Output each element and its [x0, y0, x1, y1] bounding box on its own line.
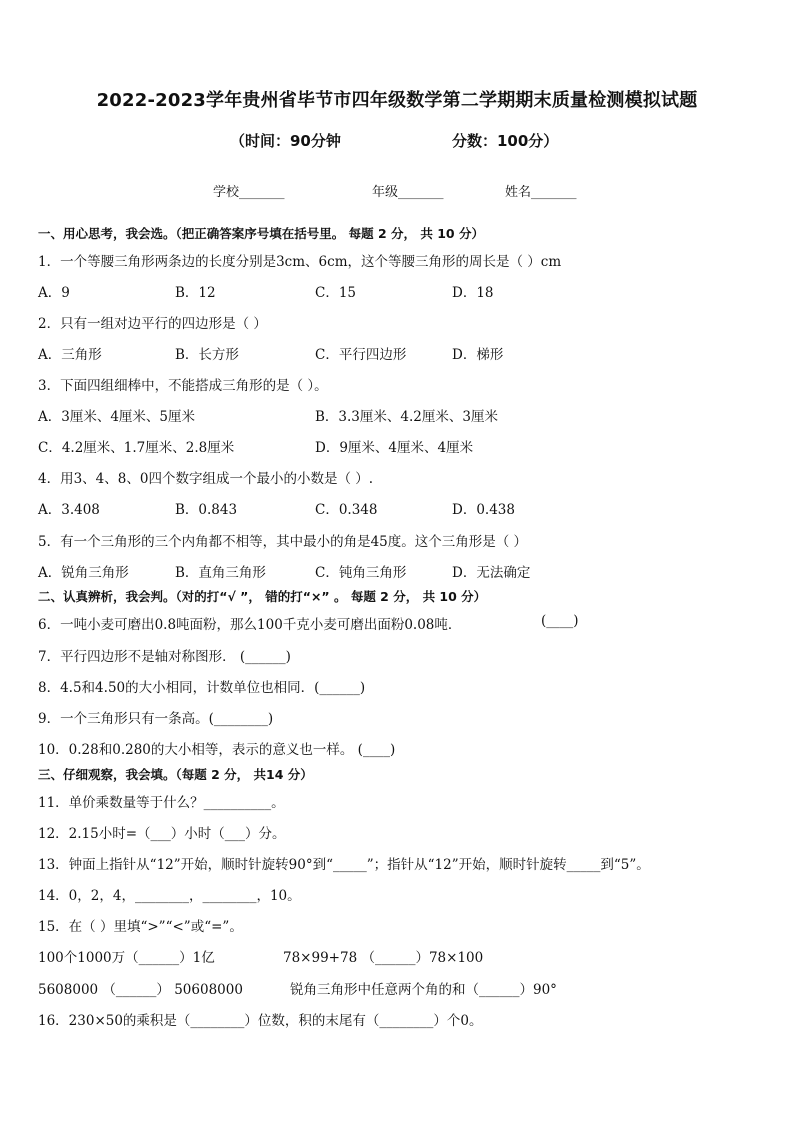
q4-option-b: B．0.843	[175, 502, 238, 518]
q1-option-a: A．9	[38, 285, 70, 301]
q5-option-d: D．无法确定	[452, 565, 531, 581]
question-13: 13．钟面上指针从“12”开始，顺时针旋转90°到“_____”；指针从“12”开始，顺时针旋转_____到“5”。	[38, 857, 650, 873]
question-7: 7．平行四边形不是轴对称图形． (______)	[38, 649, 291, 665]
question-5: 5．有一个三角形的三个内角都不相等，其中最小的角是45度。这个三角形是（ ）	[38, 534, 528, 550]
question-3: 3．下面四组细棒中，不能搭成三角形的是（ ）。	[38, 378, 328, 394]
q1-option-b: B．12	[175, 285, 216, 301]
section-3-heading: 三、仔细观察，我会填。（每题 2 分， 共14 分）	[38, 767, 313, 782]
q2-option-c: C．平行四边形	[315, 347, 407, 363]
q15-row1-left: 100个1000万（______）1亿	[38, 950, 215, 966]
q2-option-b: B．长方形	[175, 347, 239, 363]
question-4: 4．用3、4、8、0四个数字组成一个最小的小数是（ ）.	[38, 471, 374, 487]
question-11: 11．单价乘数量等于什么？__________。	[38, 795, 285, 811]
q3-option-d: D．9厘米、4厘米、4厘米	[315, 440, 474, 456]
name-field: 姓名_______	[505, 185, 577, 200]
q5-option-b: B．直角三角形	[175, 565, 266, 581]
q4-option-c: C．0.348	[315, 502, 378, 518]
q3-option-c: C．4.2厘米、1.7厘米、2.8厘米	[38, 440, 235, 456]
question-1: 1．一个等腰三角形两条边的长度分别是3cm、6cm，这个等腰三角形的周长是（ ）cm	[38, 254, 562, 270]
section-1-heading: 一、用心思考，我会选。（把正确答案序号填在括号里。 每题 2 分， 共 10 分）	[38, 226, 484, 241]
grade-field: 年级_______	[372, 185, 444, 200]
question-12: 12．2.15小时=（___）小时（___）分。	[38, 826, 286, 842]
school-field: 学校_______	[213, 185, 285, 200]
q6-answer-blank: (____)	[541, 613, 579, 629]
question-15: 15．在（ ）里填“>”“<”或“=”。	[38, 919, 243, 935]
q5-option-a: A．锐角三角形	[38, 565, 129, 581]
question-16: 16．230×50的乘积是（________）位数，积的末尾有（________）个0。	[38, 1013, 483, 1029]
exam-score: 分数：100分）	[452, 132, 559, 150]
question-9: 9．一个三角形只有一条高。(________)	[38, 711, 274, 727]
q4-option-d: D．0.438	[452, 502, 515, 518]
question-6: 6．一吨小麦可磨出0.8吨面粉，那么100千克小麦可磨出面粉0.08吨．	[38, 617, 462, 633]
q5-option-c: C．钝角三角形	[315, 565, 407, 581]
question-2: 2．只有一组对边平行的四边形是（ ）	[38, 316, 267, 332]
q3-option-a: A．3厘米、4厘米、5厘米	[38, 409, 196, 425]
section-2-heading: 二、认真辨析，我会判。（对的打“√ ”， 错的打“×” 。 每题 2 分， 共 10 分）	[38, 589, 487, 604]
q2-option-a: A．三角形	[38, 347, 102, 363]
question-14: 14．0，2，4，________，________，10。	[38, 888, 301, 904]
q15-row1-right: 78×99+78 （______）78×100	[283, 950, 484, 966]
question-8: 8．4.5和4.50的大小相同，计数单位也相同．(______)	[38, 680, 366, 696]
q4-option-a: A．3.408	[38, 502, 100, 518]
page-title: 2022-2023学年贵州省毕节市四年级数学第二学期期末质量检测模拟试题	[96, 90, 698, 111]
q1-option-c: C．15	[315, 285, 357, 301]
q1-option-d: D．18	[452, 285, 494, 301]
q3-option-b: B．3.3厘米、4.2厘米、3厘米	[315, 409, 498, 425]
q15-row2-right: 锐角三角形中任意两个角的和（______）90°	[290, 982, 557, 998]
question-10: 10．0.28和0.280的大小相等，表示的意义也一样。 (____)	[38, 742, 396, 758]
exam-time: （时间：90分钟	[230, 132, 341, 150]
q2-option-d: D．梯形	[452, 347, 504, 363]
q15-row2-left: 5608000 （______） 50608000	[38, 982, 243, 998]
